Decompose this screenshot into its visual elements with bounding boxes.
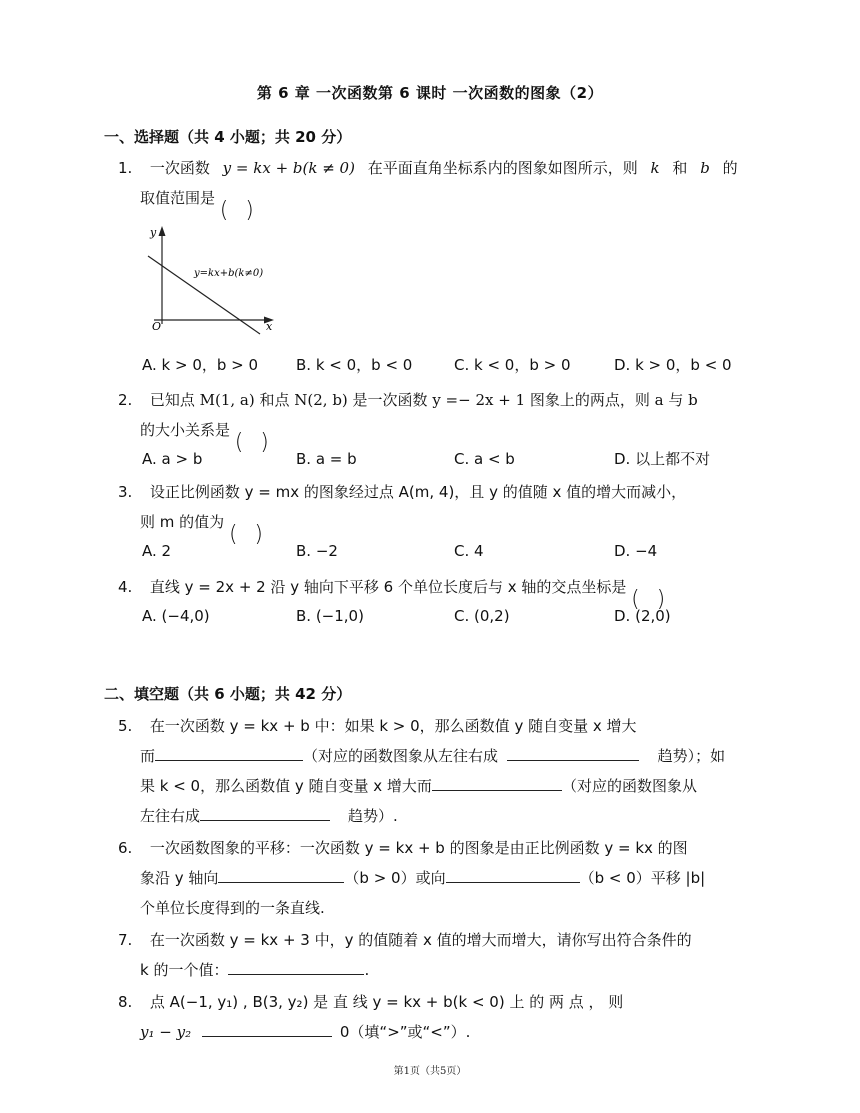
question-text: 果 k < 0，那么函数值 y 随自变量 x 增大而: [140, 777, 432, 795]
question-5-line2: [140, 744, 725, 768]
question-text: 趋势）.: [348, 807, 398, 825]
question-2-line1: [118, 388, 698, 412]
question-number: 5.: [118, 717, 133, 735]
question-text: 点 A(−1, y₁) , B(3, y₂) 是 直 线 y = kx + b(k < 0) 上 的 两 点 ， 则: [149, 993, 624, 1011]
q4-option-c[interactable]: C. (0,2): [454, 607, 510, 625]
y-axis-label: y: [150, 226, 157, 239]
question-text: 左往右成: [140, 807, 201, 825]
q3-option-d[interactable]: D. −4: [614, 542, 658, 560]
question-text: 一次函数图象的平移：一次函数 y = kx + b 的图象是由正比例函数 y = kx 的图: [149, 839, 688, 857]
question-4-line1: [118, 575, 665, 599]
x-axis-label: x: [266, 320, 273, 333]
question-number: 6.: [118, 839, 133, 857]
question-text: 取值范围是: [140, 189, 216, 207]
question-text: 象沿 y 轴向: [140, 869, 219, 887]
question-6-line2: [140, 866, 705, 890]
question-1-line1: [118, 156, 763, 180]
question-1-line2: [140, 186, 254, 210]
question-number: 4.: [118, 578, 133, 596]
question-8-line2: [140, 1020, 470, 1044]
question-5-line1: [118, 714, 637, 738]
question-text: （b > 0）或向: [344, 869, 446, 887]
page-title: 第 6 章 一次函数第 6 课时 一次函数的图象（2）: [256, 84, 604, 102]
question-text: 在一次函数 y = kx + b 中：如果 k > 0，那么函数值 y 随自变量 x 增大: [149, 717, 637, 735]
question-8-line1: [118, 990, 623, 1014]
question-text: 而: [140, 747, 156, 765]
question-number: 1.: [118, 159, 133, 177]
answer-blank[interactable]: [228, 958, 364, 975]
q2-option-c[interactable]: C. a < b: [454, 450, 515, 468]
answer-blank[interactable]: [202, 1020, 332, 1037]
question-text: 一次函数: [149, 159, 210, 177]
section-heading-fill: 二、填空题（共 6 小题；共 42 分）: [104, 685, 352, 703]
question-text: （对应的函数图象从: [561, 777, 697, 795]
answer-blank[interactable]: [155, 744, 303, 761]
question-7-line2: [140, 958, 369, 982]
question-text: 和: [672, 159, 688, 177]
q4-option-b[interactable]: B. (−1,0): [296, 607, 364, 625]
question-6-line3: 个单位长度得到的一条直线.: [140, 899, 325, 917]
question-2-line2: [140, 418, 269, 442]
question-5-line3: [140, 774, 697, 798]
q3-option-b[interactable]: B. −2: [296, 542, 338, 560]
q1-option-a[interactable]: A. k > 0，b > 0: [142, 356, 259, 374]
math-expression: y = kx + b(k ≠ 0): [222, 159, 355, 177]
question-text: k 的一个值：: [140, 961, 229, 979]
question-number: 8.: [118, 993, 133, 1011]
answer-blank[interactable]: [507, 744, 639, 761]
answer-blank[interactable]: [200, 804, 330, 821]
question-6-line1: [118, 836, 688, 860]
question-5-line4: [140, 804, 398, 828]
math-symbol: k: [650, 159, 660, 177]
question-text: 则 m 的值为: [140, 513, 225, 531]
page-footer: 第1页（共5页）: [393, 1066, 467, 1077]
section-heading-choice: 一、选择题（共 4 小题；共 20 分）: [104, 128, 352, 146]
question-text: 设正比例函数 y = mx 的图象经过点 A(m, 4)，且 y 的值随 x 值的增大而减小，: [149, 483, 687, 501]
question-text: （b < 0）平移 |b|: [579, 869, 706, 887]
y-axis-arrow: [159, 226, 166, 236]
origin-label: O: [152, 320, 162, 333]
q1-option-c[interactable]: C. k < 0，b > 0: [454, 356, 571, 374]
question-7-line1: [118, 928, 692, 952]
answer-blank[interactable]: [446, 866, 580, 883]
answer-blank[interactable]: [432, 774, 562, 791]
question-text: （对应的函数图象从左往右成: [303, 747, 499, 765]
q2-option-b[interactable]: B. a = b: [296, 450, 357, 468]
answer-blank[interactable]: [218, 866, 344, 883]
q2-option-a[interactable]: A. a > b: [142, 450, 203, 468]
q3-option-c[interactable]: C. 4: [454, 542, 484, 560]
q1-option-b[interactable]: B. k < 0，b < 0: [296, 356, 413, 374]
question-number: 7.: [118, 931, 133, 949]
q4-option-d[interactable]: D. (2,0): [614, 607, 671, 625]
question-text: 0（填“>”或“<”）.: [339, 1023, 471, 1041]
question-text: 趋势）；如: [657, 747, 726, 765]
math-expression: y₁ − y₂: [140, 1023, 192, 1041]
question-text: .: [364, 961, 370, 979]
question-text: 已知点 M(1, a) 和点 N(2, b) 是一次函数 y =− 2x + 1 图象上的两点，则 a 与 b: [149, 391, 698, 409]
question-text: 在一次函数 y = kx + 3 中，y 的值随着 x 值的增大而增大，请你写出符合条件的: [149, 931, 692, 949]
graph-label: y=kx+b(k≠0): [194, 268, 264, 279]
question-text: 直线 y = 2x + 2 沿 y 轴向下平移 6 个单位长度后与 x 轴的交点坐标是: [149, 578, 627, 596]
question-number: 3.: [118, 483, 133, 501]
question-text: 的大小关系是: [140, 421, 231, 439]
q1-option-d[interactable]: D. k > 0，b < 0: [614, 356, 732, 374]
q4-option-a[interactable]: A. (−4,0): [142, 607, 210, 625]
question-number: 2.: [118, 391, 133, 409]
question-text: 在平面直角坐标系内的图象如图所示，则: [367, 159, 638, 177]
q2-option-d[interactable]: D. 以上都不对: [614, 450, 711, 468]
q3-option-a[interactable]: A. 2: [142, 542, 172, 560]
question-text: 的: [722, 159, 738, 177]
math-symbol: b: [700, 159, 710, 177]
question-3-line1: [118, 480, 686, 504]
question-3-line2: [140, 510, 263, 534]
linear-function-graph: [140, 224, 280, 336]
